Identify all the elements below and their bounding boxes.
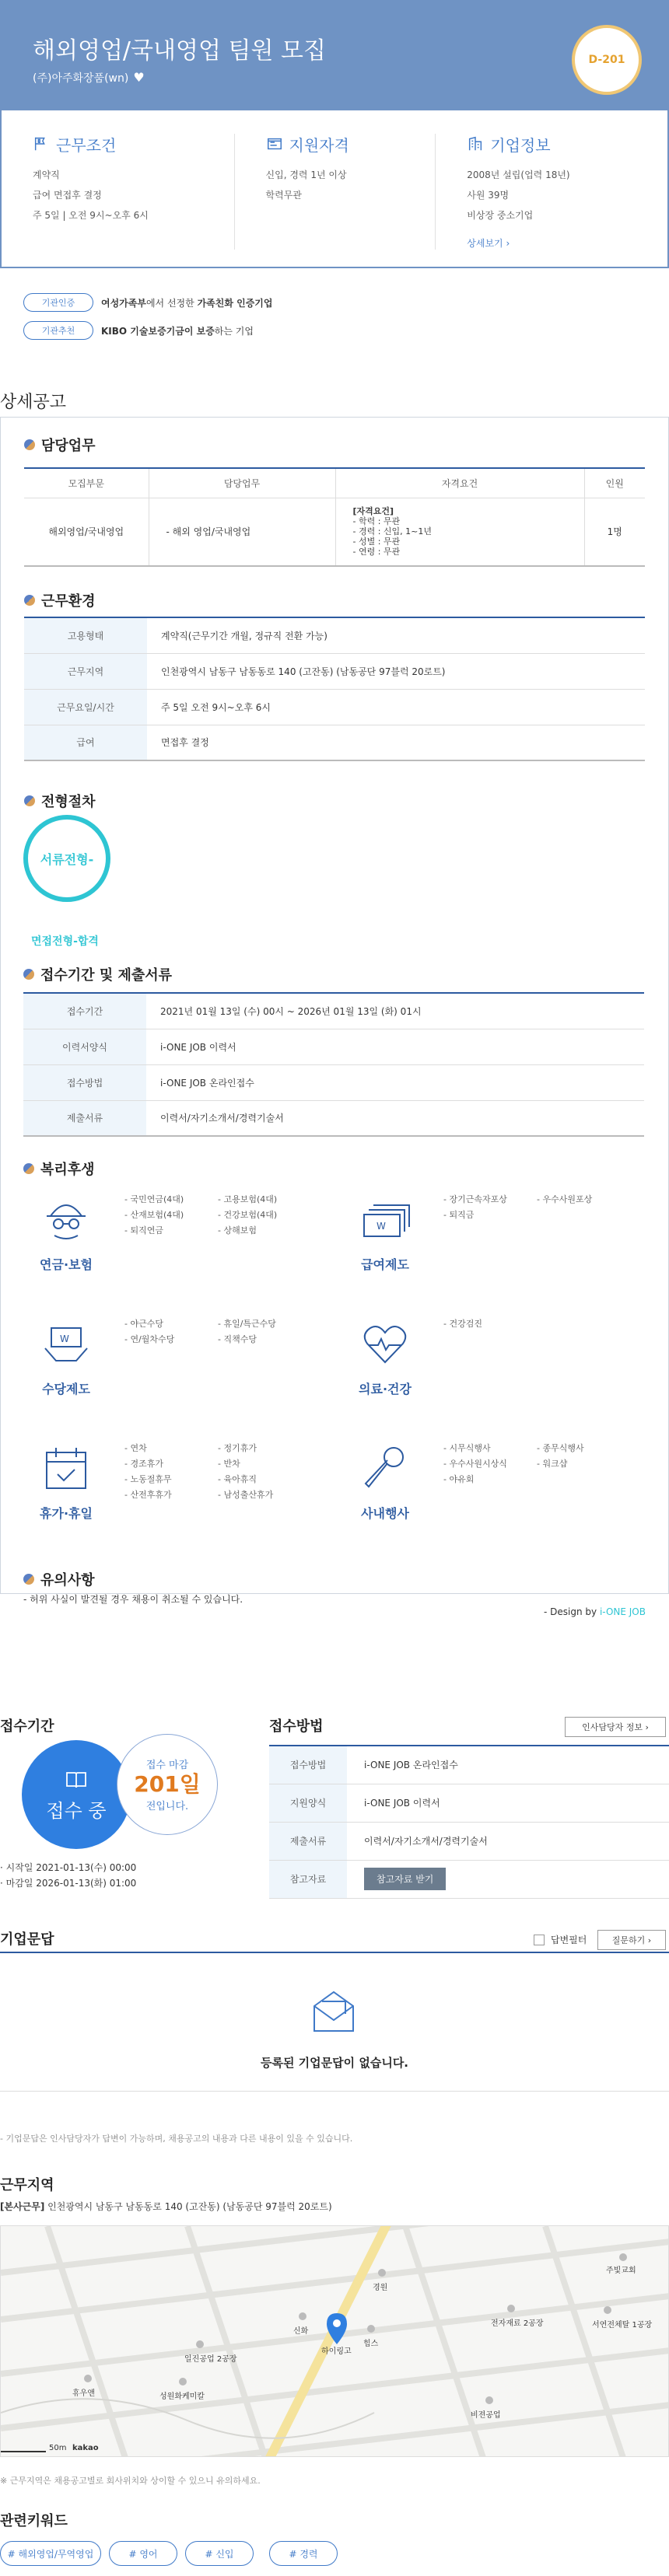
welfare-item (342, 1317, 653, 1434)
map-label: 경원 (373, 2284, 388, 2292)
row-value: i-ONE JOB 이력서 (347, 1784, 669, 1822)
contact-info-button[interactable]: 인사담당자 정보 › (565, 1717, 666, 1737)
welfare-entry: - 시무식행사 (443, 1443, 491, 1453)
days-left: 201일 (134, 1771, 201, 1797)
bullet-icon (23, 1163, 34, 1174)
cert-org: KIBO 기술보증기금이 보증 (101, 325, 215, 337)
welfare-entry: - 연/월차수당 (124, 1334, 175, 1344)
apply-dates (0, 1860, 136, 1891)
work-conditions-title: 근무조건 (56, 135, 117, 155)
cert-org: 여성가족부 (101, 297, 146, 309)
count-cell: 1명 (584, 498, 645, 566)
design-brand: i-ONE JOB (599, 1606, 646, 1617)
welfare-entry: - 건강보험(4대) (218, 1210, 278, 1220)
heart-icon[interactable]: ♥ (133, 70, 145, 85)
welfare-title: 복리후생 (40, 1162, 95, 1178)
welfare-entry: - 육아휴직 (218, 1474, 257, 1484)
table-row (23, 1100, 644, 1136)
company-info-title: 기업정보 (490, 135, 551, 155)
duty-table (24, 467, 645, 567)
keyword-tag[interactable]: # 신입 (185, 2541, 254, 2566)
company-detail-link[interactable]: 상세보기 › (467, 238, 510, 249)
table-row (23, 993, 644, 1029)
period-title: 접수기간 및 제출서류 (40, 967, 173, 984)
ask-question-label[interactable]: 질문하기 (611, 1935, 646, 1945)
welfare-entry: - 종무식행사 (537, 1443, 584, 1453)
bullet-icon (23, 969, 34, 980)
welfare-entry: - 휴일/특근수당 (218, 1319, 276, 1329)
welfare-entry: - 산전후휴가 (124, 1490, 172, 1500)
welfare-entry: - 정기휴가 (218, 1443, 257, 1453)
dday-badge: D-201 (572, 25, 642, 95)
welfare-entry: - 반차 (218, 1459, 240, 1469)
welfare-name: 의료·건강 (359, 1382, 412, 1396)
dept-cell: 해외영업/국내영업 (24, 498, 149, 566)
start-date: · 시작일 2021-01-13(수) 00:00 (0, 1862, 137, 1873)
welfare-list (124, 1193, 334, 1238)
location-title: 근무지역 (0, 2177, 54, 2193)
header-banner (2, 2, 667, 110)
work-conditions (33, 134, 234, 250)
welfare-heading (23, 1159, 95, 1179)
row-key: 접수방법 (269, 1746, 347, 1784)
pension-icon (39, 1193, 93, 1247)
welfare-name: 연금·보험 (40, 1257, 93, 1272)
table-row (23, 1064, 644, 1100)
req-line: - 학력 : 무관 (352, 516, 401, 527)
map-label: 휴우앤 (72, 2389, 95, 2398)
map-label: 비젼공업 (471, 2411, 501, 2420)
row-value: 주 5일 오전 9시~오후 6시 (147, 689, 645, 725)
process-heading (24, 791, 96, 811)
company-name-text[interactable]: (주)아주화장품(wn) (33, 72, 129, 85)
deadline-label: 접수 마감 (145, 1760, 189, 1771)
qna-note: - 기업문답은 인사담당자가 답변이 가능하며, 채용공고의 내용과 다른 내용이 있을 수 있습니다. (0, 2134, 353, 2144)
row-value: i-ONE JOB 이력서 (146, 1029, 644, 1064)
table-row (269, 1746, 669, 1784)
welfare-entry: - 야근수당 (124, 1319, 163, 1329)
cert-row (23, 292, 272, 313)
row-key: 근무요일/시간 (24, 689, 147, 725)
welfare-name: 사내행사 (361, 1506, 409, 1521)
welfare-entry: - 상해보험 (218, 1225, 257, 1236)
map-label: 힘스 (363, 2340, 379, 2348)
welfare-list (443, 1317, 653, 1331)
design-credit (544, 1606, 646, 1617)
welfare-entry: - 산재보험(4대) (124, 1210, 184, 1220)
row-key: 지원양식 (269, 1784, 347, 1822)
welfare-item (23, 1442, 334, 1558)
req-line: - 경력 : 신입, 1~1년 (352, 526, 433, 537)
apply-period-title: 접수기간 (0, 1718, 54, 1735)
qualification-title: 지원자격 (289, 135, 349, 155)
map-label: 서연전체탈 1공장 (592, 2321, 653, 2330)
cert-text (101, 324, 254, 337)
row-key: 참고자료 (269, 1860, 347, 1898)
contact-info-label[interactable]: 인사담당자 정보 (582, 1722, 643, 1732)
qualification (234, 134, 436, 250)
bullet-icon (24, 795, 35, 806)
svg-text:W: W (377, 1221, 386, 1232)
welfare-entry: - 국민연금(4대) (124, 1194, 184, 1204)
duty-heading (24, 435, 96, 455)
end-date: · 마감일 2026-01-13(화) 01:00 (0, 1878, 137, 1889)
welfare-item (23, 1193, 334, 1309)
row-key: 급여 (24, 725, 147, 760)
caution-text: - 허위 사실이 발견될 경우 채용이 취소될 수 있습니다. (23, 1594, 243, 1605)
task-cell: - 해외 영업/국내영업 (149, 498, 335, 566)
period-table (23, 992, 644, 1137)
row-value: i-ONE JOB 온라인접수 (146, 1064, 644, 1100)
req-line: - 성별 : 무관 (352, 537, 401, 547)
envelope-icon (310, 1987, 358, 2036)
company-name[interactable] (33, 70, 145, 86)
map-scale-text: 50m (49, 2444, 67, 2452)
process-flow: 면접전형-합격 (31, 935, 99, 948)
env-heading (24, 590, 96, 610)
svg-text:W: W (60, 1333, 69, 1344)
cert-badge: 기관추천 (23, 321, 93, 340)
table-row (24, 725, 645, 760)
location-label: [본사근무] (0, 2201, 45, 2212)
row-key: 근무지역 (24, 653, 147, 689)
requirement-cell (335, 498, 584, 566)
certifications (23, 292, 272, 348)
env-table (24, 617, 645, 761)
table-row (23, 1029, 644, 1064)
table-row (24, 617, 645, 653)
row-key: 제출서류 (23, 1100, 146, 1136)
welfare-list (124, 1317, 334, 1347)
qualification-line: 신입, 경력 1년 이상 (265, 170, 347, 180)
design-prefix: - Design by (544, 1606, 600, 1617)
welfare-entry: - 노동절휴무 (124, 1474, 172, 1484)
map-label: 하이링고 (321, 2347, 352, 2356)
welfare-entry: - 직책수당 (218, 1334, 257, 1344)
map-note: ※ 근무지역은 채용공고별로 회사위치와 상이할 수 있으니 유의하세요. (0, 2476, 261, 2486)
company-info-line: 2008년 설립(업력 18년) (467, 170, 570, 180)
welfare-list (443, 1193, 653, 1222)
company-info-line: 사원 39명 (467, 190, 510, 201)
map-brand: kakao (72, 2444, 99, 2452)
reference-download-button[interactable]: 참고자료 받기 (364, 1868, 446, 1890)
cert-name: 가족친화 인증기업 (197, 297, 273, 309)
checkbox-label[interactable]: 답변필터 (551, 1935, 587, 1945)
condition-line: 계약직 (33, 170, 60, 180)
welfare-entry: - 고용보험(4대) (218, 1194, 278, 1204)
company-info (435, 134, 636, 250)
map-label: 신화 (293, 2327, 309, 2336)
row-value: 계약직(근무기간 개월, 정규직 전환 가능) (147, 617, 645, 653)
cert-text (101, 296, 272, 309)
company-info-line: 비상장 중소기업 (467, 210, 534, 221)
apply-method-table (269, 1745, 669, 1899)
welfare-item (23, 1317, 334, 1434)
table-row (269, 1784, 669, 1822)
apply-method-title: 접수방법 (269, 1718, 324, 1735)
detail-title: 상세공고 (0, 393, 67, 412)
deadline-circle (117, 1734, 218, 1835)
table-row (24, 498, 645, 566)
company-detail-link-text[interactable]: 상세보기 (467, 238, 503, 249)
days-suffix: 전입니다. (145, 1801, 189, 1812)
welfare-name: 급여제도 (361, 1257, 409, 1272)
row-value: i-ONE JOB 온라인접수 (347, 1746, 669, 1784)
welfare-list (443, 1442, 653, 1487)
qna-title: 기업문답 (0, 1931, 54, 1948)
status-text: 접수 중 (46, 1799, 107, 1822)
cert-row (23, 320, 272, 341)
qna-box (0, 1952, 669, 2092)
col-header: 인원 (584, 468, 645, 498)
ask-question-button[interactable]: 질문하기 › (597, 1930, 666, 1950)
map-label: 성원화케미칼 (159, 2392, 205, 2401)
map-canvas[interactable] (1, 2226, 669, 2457)
welfare-entry: - 퇴직연금 (124, 1225, 163, 1236)
welfare-entry: - 남성출산휴가 (218, 1490, 274, 1500)
table-row (24, 653, 645, 689)
map[interactable] (0, 2225, 669, 2457)
row-key: 접수기간 (23, 993, 146, 1029)
row-key: 제출서류 (269, 1822, 347, 1860)
condition-line: 급여 면접후 결정 (33, 190, 102, 201)
bullet-icon (23, 1574, 34, 1585)
posting-header-card (0, 0, 669, 268)
qna-empty-text: 등록된 기업문답이 없습니다. (260, 2056, 409, 2070)
status-circle (22, 1740, 131, 1849)
welfare-name: 수당제도 (42, 1382, 90, 1396)
building-icon (467, 135, 484, 152)
health-icon (358, 1317, 412, 1372)
welfare-entry: - 건강검진 (443, 1319, 482, 1329)
condition-line: 주 5일 | 오전 9시~오후 6시 (33, 210, 149, 221)
welfare-entry: - 우수사원포상 (537, 1194, 593, 1204)
keywords-title: 관련키워드 (0, 2513, 68, 2529)
process-title: 전형절차 (41, 794, 96, 810)
req-line: - 연령 : 무관 (352, 547, 401, 557)
salary-icon (358, 1193, 412, 1247)
row-value: 인천광역시 남동구 남동동로 140 (고잔동) (남동공단 97블럭 20로트) (147, 653, 645, 689)
microphone-icon (358, 1442, 412, 1496)
welfare-item (342, 1193, 653, 1309)
welfare-list (124, 1442, 334, 1502)
bullet-icon (24, 439, 35, 450)
location-address (0, 2200, 332, 2213)
period-heading (23, 964, 172, 984)
process-step-circle: 서류전형- (23, 815, 110, 902)
book-icon (64, 1767, 89, 1792)
welfare-entry: - 야유회 (443, 1474, 475, 1484)
keyword-tag[interactable]: # 영어 (109, 2541, 177, 2566)
welfare-entry: - 우수사원시상식 (443, 1459, 507, 1469)
caution-title: 유의사항 (40, 1572, 95, 1589)
env-title: 근무환경 (41, 593, 96, 610)
map-label: 전자재료 2공장 (491, 2319, 544, 2328)
keyword-tag[interactable]: # 해외영업/무역영업 (0, 2541, 101, 2566)
map-label: 일진공업 2공장 (184, 2355, 237, 2364)
id-card-icon (266, 135, 283, 152)
keyword-tag[interactable]: # 경력 (269, 2541, 338, 2566)
bullet-icon (24, 595, 35, 606)
row-value: 이력서/자기소개서/경력기술서 (347, 1822, 669, 1860)
qualification-line: 학력무관 (265, 190, 302, 201)
col-header: 자격요건 (335, 468, 584, 498)
checkbox-box[interactable] (534, 1935, 545, 1945)
row-value: 2021년 01월 13일 (수) 00시 ~ 2026년 01월 13일 (화) 01시 (146, 993, 644, 1029)
welfare-item (342, 1442, 653, 1558)
map-label: 주빛교회 (606, 2267, 636, 2275)
row-value: 면접후 결정 (147, 725, 645, 760)
duty-title: 담당업무 (41, 438, 96, 454)
flag-icon (33, 135, 50, 152)
address-text: 인천광역시 남동구 남동동로 140 (고잔동) (남동공단 97블럭 20로트) (44, 2201, 332, 2212)
welfare-entry: - 퇴직금 (443, 1210, 475, 1220)
cert-desc: 하는 기업 (214, 325, 254, 337)
page-title: 해외영업/국내영업 팀원 모집 (33, 37, 326, 65)
row-value: 이력서/자기소개서/경력기술서 (146, 1100, 644, 1136)
col-header: 담당업무 (149, 468, 335, 498)
welfare-entry: - 장기근속자포상 (443, 1194, 507, 1204)
table-row (269, 1822, 669, 1860)
cert-desc: 에서 선정한 (145, 297, 198, 309)
req-title: [자격요건] (352, 506, 394, 517)
row-key: 고용형태 (24, 617, 147, 653)
cert-badge: 기관인증 (23, 293, 93, 312)
calendar-icon (39, 1442, 93, 1496)
table-row (24, 689, 645, 725)
welfare-entry: - 연차 (124, 1443, 147, 1453)
caution-heading (23, 1569, 95, 1589)
welfare-entry: - 워크샵 (537, 1459, 568, 1469)
col-header: 모집부문 (24, 468, 149, 498)
welfare-name: 휴가·휴일 (40, 1506, 93, 1521)
answer-filter-checkbox[interactable] (534, 1933, 587, 1946)
table-row (269, 1860, 669, 1898)
welfare-entry: - 경조휴가 (124, 1459, 163, 1469)
allowance-icon (39, 1317, 93, 1372)
row-key: 접수방법 (23, 1064, 146, 1100)
row-key: 이력서양식 (23, 1029, 146, 1064)
